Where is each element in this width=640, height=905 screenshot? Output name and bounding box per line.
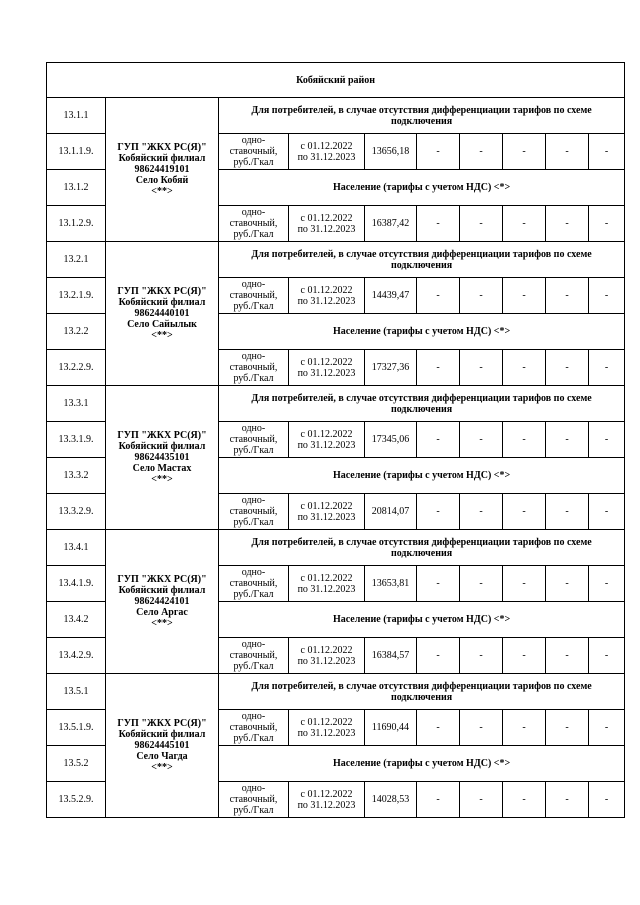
empty-value-cell: - — [503, 710, 546, 746]
empty-value-cell: - — [417, 278, 460, 314]
empty-value-cell: - — [460, 566, 503, 602]
empty-value-cell: - — [546, 494, 589, 530]
empty-value-cell: - — [589, 422, 625, 458]
empty-value-cell: - — [503, 134, 546, 170]
validity-period: с 01.12.2022 по 31.12.2023 — [289, 350, 365, 386]
population-category-header: Население (тарифы с учетом НДС) <*> — [219, 314, 625, 350]
empty-value-cell: - — [589, 494, 625, 530]
table-body — [47, 63, 625, 818]
tariff-unit: одно- ставочный, руб./Гкал — [219, 278, 289, 314]
empty-value-cell: - — [589, 638, 625, 674]
organization-cell: ГУП "ЖКХ РС(Я)" Кобяйский филиал 98624424101 Село Аргас <**> — [106, 530, 219, 674]
empty-value-cell: - — [503, 422, 546, 458]
row-code: 13.2.2 — [47, 314, 106, 350]
empty-value-cell: - — [460, 350, 503, 386]
empty-value-cell: - — [417, 638, 460, 674]
empty-value-cell: - — [460, 710, 503, 746]
empty-value-cell: - — [503, 206, 546, 242]
row-code: 13.5.2 — [47, 746, 106, 782]
validity-period: с 01.12.2022 по 31.12.2023 — [289, 134, 365, 170]
tariff-unit: одно- ставочный, руб./Гкал — [219, 638, 289, 674]
empty-value-cell: - — [546, 710, 589, 746]
empty-value-cell: - — [546, 206, 589, 242]
population-category-header: Население (тарифы с учетом НДС) <*> — [219, 746, 625, 782]
empty-value-cell: - — [503, 278, 546, 314]
row-code: 13.3.1 — [47, 386, 106, 422]
row-code: 13.4.1.9. — [47, 566, 106, 602]
empty-value-cell: - — [417, 206, 460, 242]
row-code: 13.3.1.9. — [47, 422, 106, 458]
tariff-value: 14028,53 — [365, 782, 417, 818]
row-code: 13.3.2 — [47, 458, 106, 494]
tariff-value: 13656,18 — [365, 134, 417, 170]
validity-period: с 01.12.2022 по 31.12.2023 — [289, 422, 365, 458]
empty-value-cell: - — [460, 206, 503, 242]
tariff-value: 14439,47 — [365, 278, 417, 314]
empty-value-cell: - — [503, 350, 546, 386]
validity-period: с 01.12.2022 по 31.12.2023 — [289, 566, 365, 602]
validity-period: с 01.12.2022 по 31.12.2023 — [289, 710, 365, 746]
row-code: 13.1.2 — [47, 170, 106, 206]
population-category-header: Население (тарифы с учетом НДС) <*> — [219, 458, 625, 494]
empty-value-cell: - — [546, 278, 589, 314]
tariff-unit: одно- ставочный, руб./Гкал — [219, 206, 289, 242]
tariff-unit: одно- ставочный, руб./Гкал — [219, 494, 289, 530]
tariff-value: 20814,07 — [365, 494, 417, 530]
validity-period: с 01.12.2022 по 31.12.2023 — [289, 278, 365, 314]
empty-value-cell: - — [460, 638, 503, 674]
category-header-row — [47, 674, 625, 710]
row-code: 13.4.1 — [47, 530, 106, 566]
category-header-row — [47, 386, 625, 422]
empty-value-cell: - — [460, 782, 503, 818]
empty-value-cell: - — [546, 350, 589, 386]
category-header-row — [47, 98, 625, 134]
row-code: 13.5.1 — [47, 674, 106, 710]
consumer-category-header: Для потребителей, в случае отсутствия дифференциации тарифов по схеме подключения — [219, 386, 625, 422]
tariff-unit: одно- ставочный, руб./Гкал — [219, 782, 289, 818]
row-code: 13.1.2.9. — [47, 206, 106, 242]
empty-value-cell: - — [589, 782, 625, 818]
empty-value-cell: - — [503, 494, 546, 530]
category-header-row — [47, 530, 625, 566]
consumer-category-header: Для потребителей, в случае отсутствия дифференциации тарифов по схеме подключения — [219, 242, 625, 278]
empty-value-cell: - — [503, 782, 546, 818]
row-code: 13.2.1 — [47, 242, 106, 278]
validity-period: с 01.12.2022 по 31.12.2023 — [289, 206, 365, 242]
row-code: 13.5.2.9. — [47, 782, 106, 818]
empty-value-cell: - — [503, 638, 546, 674]
row-code: 13.4.2 — [47, 602, 106, 638]
region-title: Кобяйский район — [47, 63, 625, 98]
consumer-category-header: Для потребителей, в случае отсутствия дифференциации тарифов по схеме подключения — [219, 98, 625, 134]
row-code: 13.1.1 — [47, 98, 106, 134]
empty-value-cell: - — [546, 422, 589, 458]
empty-value-cell: - — [503, 566, 546, 602]
organization-cell: ГУП "ЖКХ РС(Я)" Кобяйский филиал 98624435101 Село Мастах <**> — [106, 386, 219, 530]
row-code: 13.1.1.9. — [47, 134, 106, 170]
empty-value-cell: - — [460, 134, 503, 170]
region-row — [47, 63, 625, 98]
tariff-value: 17345,06 — [365, 422, 417, 458]
empty-value-cell: - — [589, 350, 625, 386]
tariff-unit: одно- ставочный, руб./Гкал — [219, 350, 289, 386]
validity-period: с 01.12.2022 по 31.12.2023 — [289, 494, 365, 530]
tariff-table — [46, 62, 625, 818]
empty-value-cell: - — [546, 566, 589, 602]
empty-value-cell: - — [460, 278, 503, 314]
tariff-value: 16384,57 — [365, 638, 417, 674]
consumer-category-header: Для потребителей, в случае отсутствия дифференциации тарифов по схеме подключения — [219, 530, 625, 566]
organization-cell: ГУП "ЖКХ РС(Я)" Кобяйский филиал 98624440101 Село Сайылык <**> — [106, 242, 219, 386]
empty-value-cell: - — [589, 710, 625, 746]
empty-value-cell: - — [460, 494, 503, 530]
consumer-category-header: Для потребителей, в случае отсутствия дифференциации тарифов по схеме подключения — [219, 674, 625, 710]
empty-value-cell: - — [417, 134, 460, 170]
empty-value-cell: - — [417, 350, 460, 386]
row-code: 13.5.1.9. — [47, 710, 106, 746]
empty-value-cell: - — [546, 134, 589, 170]
tariff-value: 17327,36 — [365, 350, 417, 386]
tariff-value: 11690,44 — [365, 710, 417, 746]
population-category-header: Население (тарифы с учетом НДС) <*> — [219, 602, 625, 638]
empty-value-cell: - — [546, 638, 589, 674]
organization-cell: ГУП "ЖКХ РС(Я)" Кобяйский филиал 98624419101 Село Кобяй <**> — [106, 98, 219, 242]
category-header-row — [47, 242, 625, 278]
tariff-value: 16387,42 — [365, 206, 417, 242]
empty-value-cell: - — [417, 710, 460, 746]
validity-period: с 01.12.2022 по 31.12.2023 — [289, 638, 365, 674]
empty-value-cell: - — [589, 206, 625, 242]
empty-value-cell: - — [417, 422, 460, 458]
validity-period: с 01.12.2022 по 31.12.2023 — [289, 782, 365, 818]
empty-value-cell: - — [417, 782, 460, 818]
empty-value-cell: - — [546, 782, 589, 818]
population-category-header: Население (тарифы с учетом НДС) <*> — [219, 170, 625, 206]
tariff-unit: одно- ставочный, руб./Гкал — [219, 422, 289, 458]
row-code: 13.2.1.9. — [47, 278, 106, 314]
tariff-unit: одно- ставочный, руб./Гкал — [219, 566, 289, 602]
empty-value-cell: - — [460, 422, 503, 458]
empty-value-cell: - — [417, 494, 460, 530]
tariff-unit: одно- ставочный, руб./Гкал — [219, 134, 289, 170]
tariff-unit: одно- ставочный, руб./Гкал — [219, 710, 289, 746]
empty-value-cell: - — [589, 134, 625, 170]
empty-value-cell: - — [589, 278, 625, 314]
row-code: 13.2.2.9. — [47, 350, 106, 386]
tariff-value: 13653,81 — [365, 566, 417, 602]
row-code: 13.4.2.9. — [47, 638, 106, 674]
row-code: 13.3.2.9. — [47, 494, 106, 530]
empty-value-cell: - — [417, 566, 460, 602]
organization-cell: ГУП "ЖКХ РС(Я)" Кобяйский филиал 98624445101 Село Чагда <**> — [106, 674, 219, 818]
empty-value-cell: - — [589, 566, 625, 602]
